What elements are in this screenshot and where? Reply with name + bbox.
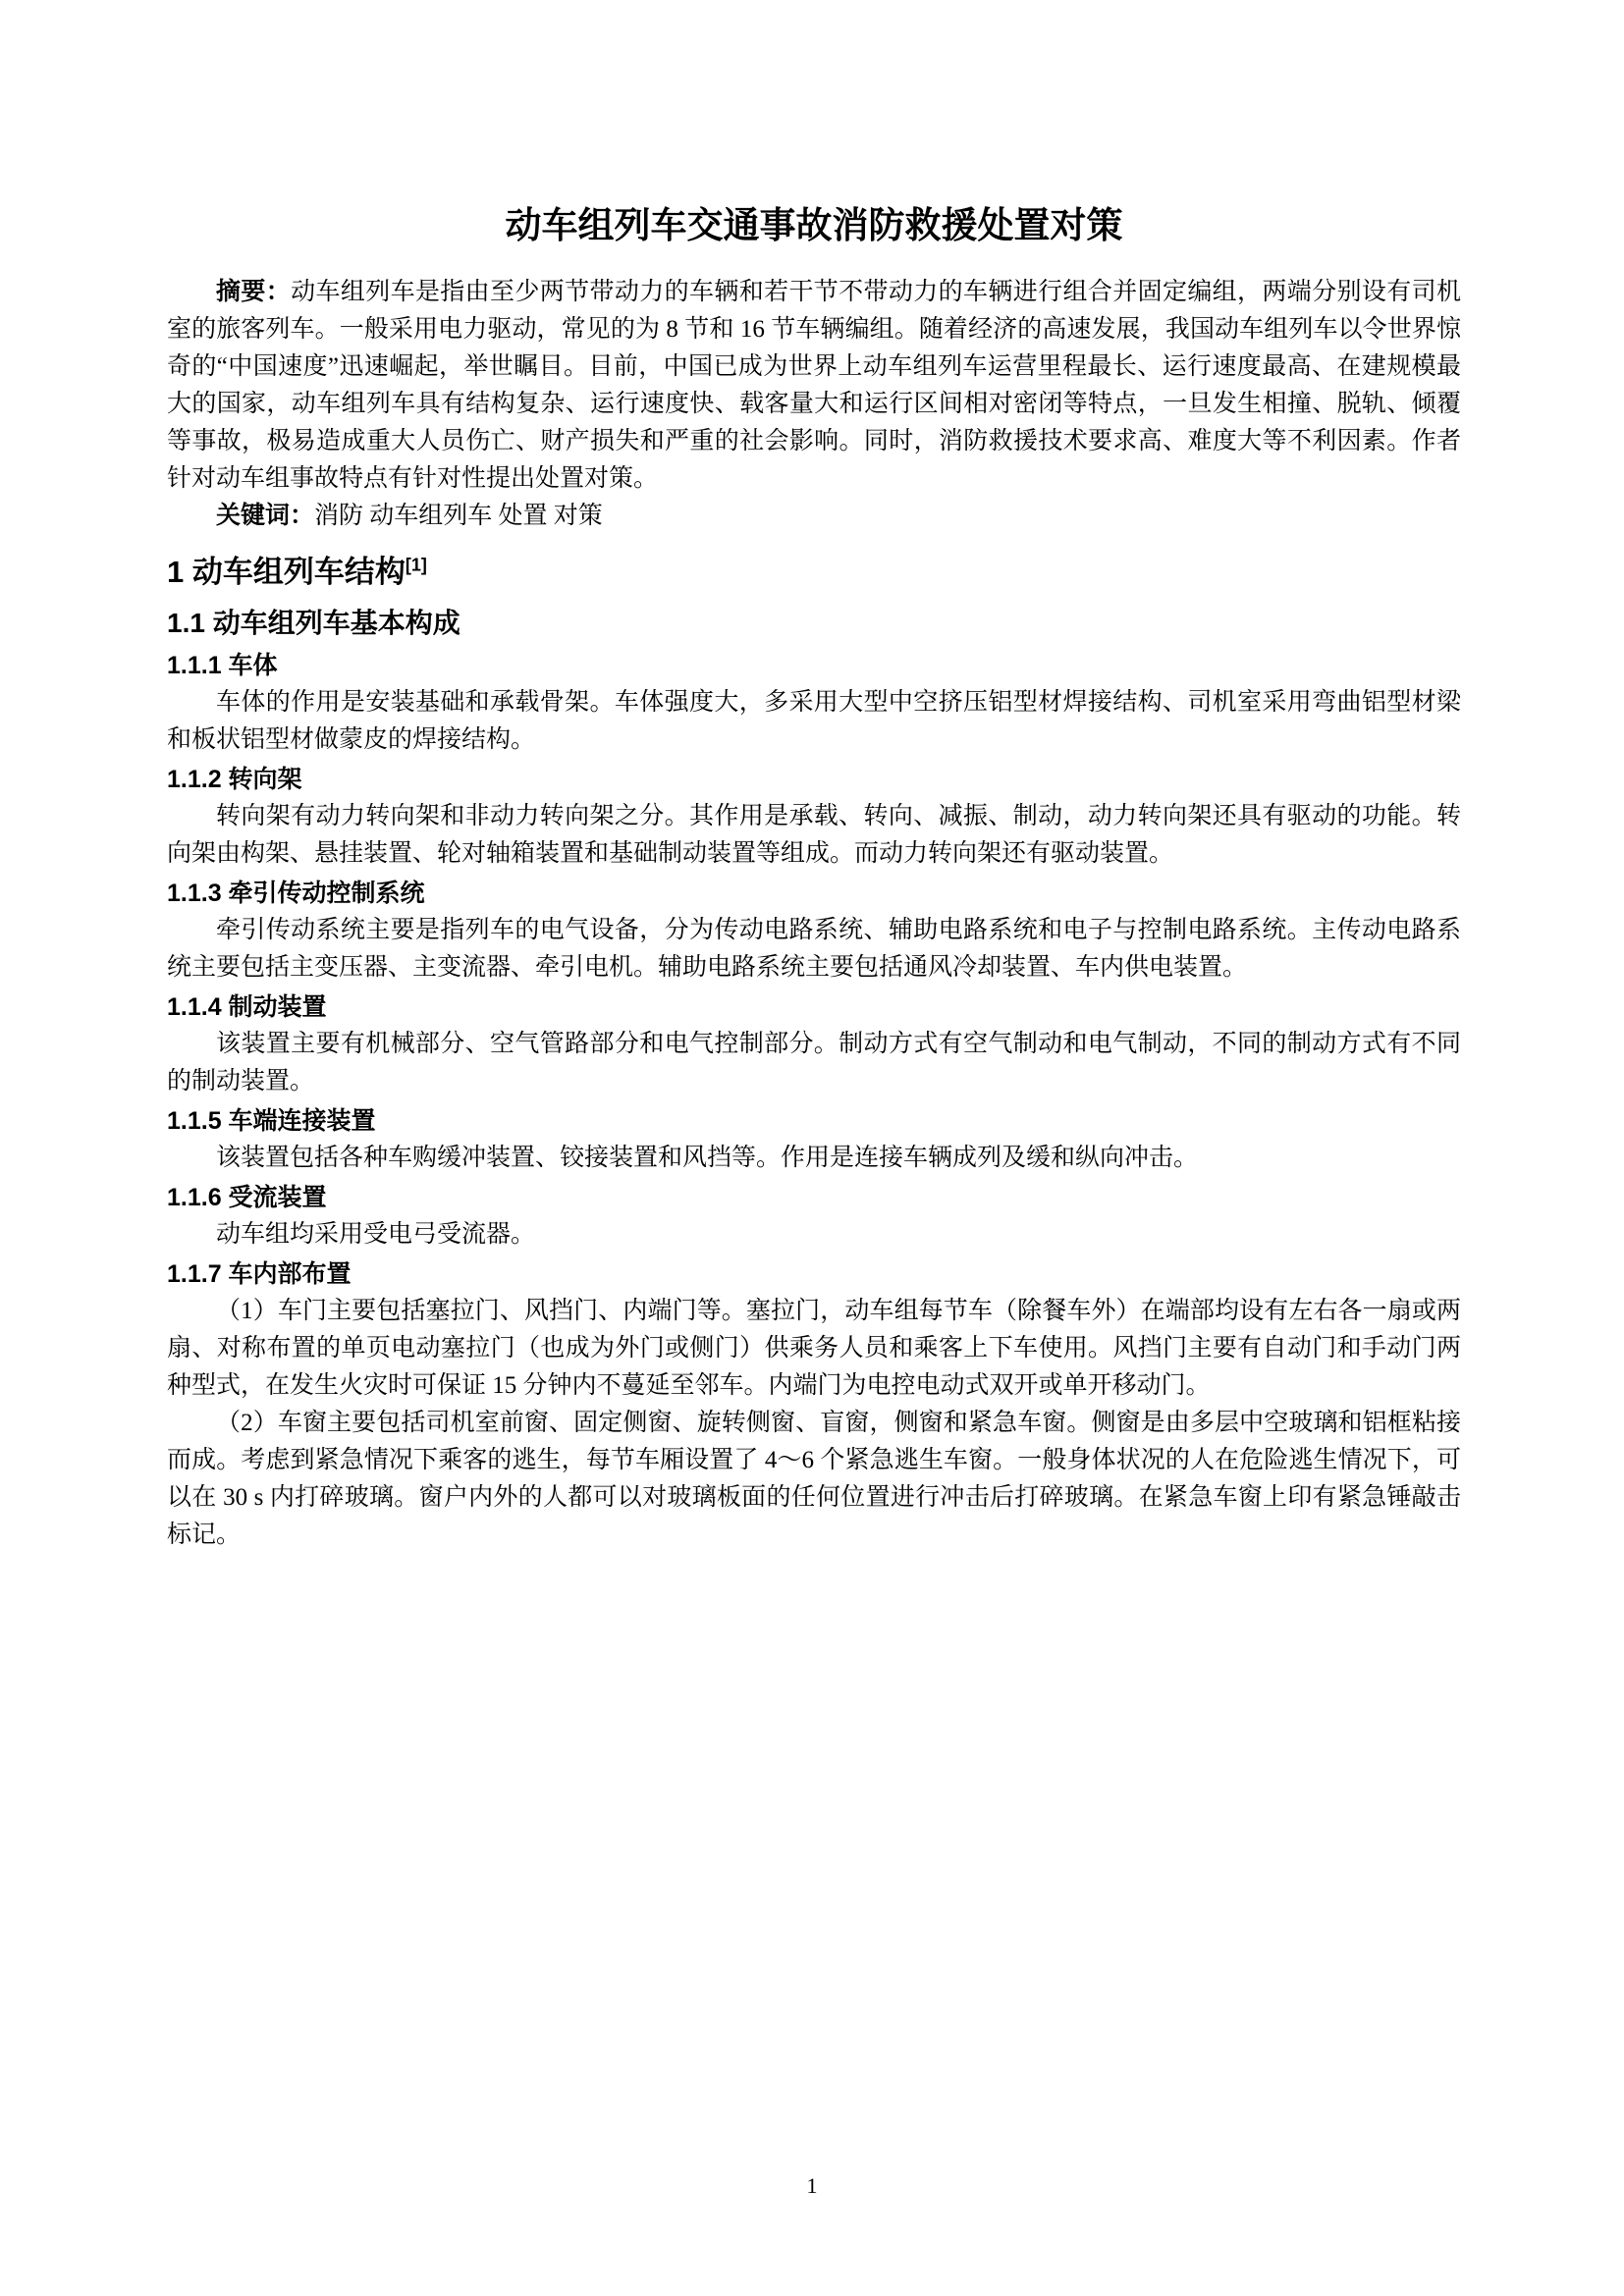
keywords-text: 消防 动车组列车 处置 对策 bbox=[314, 503, 603, 529]
section-1-1-6-heading: 1.1.6 受流装置 bbox=[167, 1184, 327, 1211]
citation-ref-superscript: [1] bbox=[405, 555, 427, 575]
section-1-1-1-heading: 1.1.1 车体 bbox=[167, 652, 278, 679]
page-number: 1 bbox=[806, 2173, 818, 2198]
abstract-text: 动车组列车是指由至少两节带动力的车辆和若干节不带动力的车辆进行组合并固定编组，两端分别设有司机室的旅客列车。一般采用电力驱动，常见的为 8 节和 16 节车辆编组。随着经济的高速发展，我国动车组列车以令世界惊奇的“中国速度”迅速崛起，举世瞩目。目前，中国已成为世界上动车组列车运营里程最长、运行速度最高、在建规模最大的国家，动车组列车具有结构复杂、运行速度快、载客量大和运行区间相对密闭等特点，一旦发生相撞、脱轨、倾覆等事故，极易造成重大人员伤亡、财产损失和严重的社会影响。同时，消防救援技术要求高、难度大等不利因素。作者针对动车组事故特点有针对性提出处置对策。 bbox=[167, 279, 1461, 492]
section-1-1-4-paragraph: 该装置主要有机械部分、空气管路部分和电气控制部分。制动方式有空气制动和电气制动，不同的制动方式有不同的制动装置。 bbox=[167, 1031, 1461, 1095]
section-1-heading-text: 1 动车组列车结构 bbox=[167, 555, 406, 589]
document-title: 动车组列车交通事故消防救援处置对策 bbox=[505, 205, 1123, 245]
keywords-line bbox=[167, 498, 1461, 535]
section-1-heading bbox=[167, 551, 1461, 594]
keywords-label: 关键词： bbox=[216, 503, 315, 529]
section-1-1-2-paragraph: 转向架有动力转向架和非动力转向架之分。其作用是承载、转向、减振、制动，动力转向架还具有驱动的功能。转向架由构架、悬挂装置、轮对轴箱装置和基础制动装置等组成。而动力转向架还有驱动装置。 bbox=[167, 803, 1461, 867]
section-1-1-2-heading: 1.1.2 转向架 bbox=[167, 766, 302, 793]
section-1-1-7-paragraph-1: （1）车门主要包括塞拉门、风挡门、内端门等。塞拉门，动车组每节车（除餐车外）在端部均设有左右各一扇或两扇、对称布置的单页电动塞拉门（也成为外门或侧门）供乘务人员和乘客上下车使用。风挡门主要有自动门和手动门两种型式，在发生火灾时可保证 15 分钟内不蔓延至邻车。内端门为电控电动式双开或单开移动门。 bbox=[167, 1298, 1461, 1399]
section-1-1-7-paragraph-2: （2）车窗主要包括司机室前窗、固定侧窗、旋转侧窗、盲窗，侧窗和紧急车窗。侧窗是由多层中空玻璃和铝框粘接而成。考虑到紧急情况下乘客的逃生，每节车厢设置了 4～6 个紧急逃生车窗。一般身体状况的人在危险逃生情况下，可以在 30 s 内打碎玻璃。窗户内外的人都可以对玻璃板面的任何位置进行冲击后打碎玻璃。在紧急车窗上印有紧急锤敲击标记。 bbox=[167, 1410, 1461, 1548]
abstract-label: 摘要： bbox=[216, 279, 292, 305]
abstract-paragraph bbox=[167, 274, 1461, 498]
section-1-1-3-paragraph: 牵引传动系统主要是指列车的电气设备，分为传动电路系统、辅助电路系统和电子与控制电路系统。主传动电路系统主要包括主变压器、主变流器、牵引电机。辅助电路系统主要包括通风冷却装置、车内供电装置。 bbox=[167, 917, 1461, 981]
section-1-1-7-heading: 1.1.7 车内部布置 bbox=[167, 1260, 352, 1288]
section-1-1-heading: 1.1 动车组列车基本构成 bbox=[167, 608, 460, 638]
section-1-1-3-heading: 1.1.3 牵引传动控制系统 bbox=[167, 880, 425, 907]
section-1-1-1-paragraph: 车体的作用是安装基础和承载骨架。车体强度大，多采用大型中空挤压铝型材焊接结构、司机室采用弯曲铝型材梁和板状铝型材做蒙皮的焊接结构。 bbox=[167, 689, 1461, 753]
section-1-1-6-paragraph: 动车组均采用受电弓受流器。 bbox=[216, 1221, 536, 1248]
section-1-1-5-paragraph: 该装置包括各种车购缓冲装置、铰接装置和风挡等。作用是连接车辆成列及缓和纵向冲击。 bbox=[216, 1145, 1199, 1171]
section-1-1-4-heading: 1.1.4 制动装置 bbox=[167, 993, 327, 1021]
section-1-1-5-heading: 1.1.5 车端连接装置 bbox=[167, 1107, 376, 1135]
